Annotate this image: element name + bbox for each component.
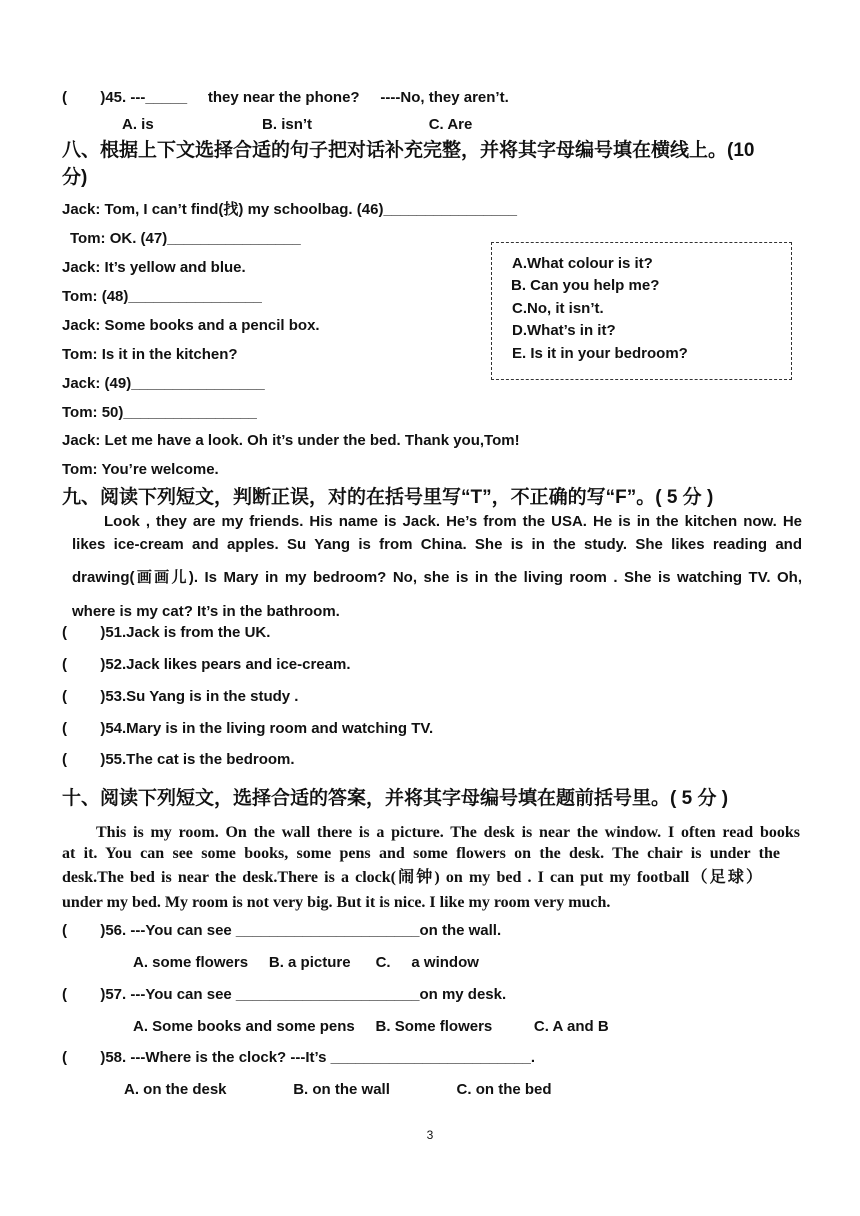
dialogue-line-9: Jack: Let me have a look. Oh it’s under the bed. Thank you,Tom! (62, 432, 520, 449)
section10-passage-line-1: This is my room. On the wall there is a picture. The desk is near the window. I often read books (96, 824, 800, 841)
section9-heading: 九、阅读下列短文，判断正误，对的在括号里写“T”，不正确的写“F”。( 5 分 ) (62, 487, 714, 508)
q55: ( )55.The cat is the bedroom. (62, 751, 295, 768)
option-c: C.No, it isn’t. (512, 300, 604, 317)
dialogue-line-10: Tom: You’re welcome. (62, 461, 219, 478)
section8-heading: 八、根据上下文选择合适的句子把对话补充完整，并将其字母编号填在横线上。(10 (62, 140, 755, 161)
q51: ( )51.Jack is from the UK. (62, 624, 271, 641)
q53: ( )53.Su Yang is in the study . (62, 688, 299, 705)
option-a: A.What colour is it? (512, 255, 653, 272)
dialogue-line-4: Tom: (48)________________ (62, 288, 262, 305)
q52: ( )52.Jack likes pears and ice-cream. (62, 656, 351, 673)
q58: ( )58. ---Where is the clock? ---It’s ________________________. (62, 1049, 536, 1066)
dialogue-line-3: Jack: It’s yellow and blue. (62, 259, 246, 276)
q56-options: A. some flowers B. a picture C. a window (133, 954, 479, 971)
options-box (491, 242, 792, 380)
q45-options: A. is B. isn’t C. Are (122, 116, 473, 133)
dialogue-line-1: Jack: Tom, I can’t find(找) my schoolbag. (46)________________ (62, 201, 517, 218)
section9-passage-line-4: where is my cat? It’s in the bathroom. (72, 603, 340, 620)
section10-heading: 十、阅读下列短文，选择合适的答案，并将其字母编号填在题前括号里。( 5 分 ) (62, 788, 729, 809)
section8-heading-cont: 分) (62, 167, 88, 188)
option-d: D.What’s in it? (512, 322, 616, 339)
option-b: B. Can you help me? (511, 277, 660, 294)
dialogue-line-2: Tom: OK. (47)________________ (70, 230, 301, 247)
page-number: 3 (426, 1128, 434, 1142)
section9-passage-line-3: drawing(画画儿). Is Mary in my bedroom? No, she is in the living room . She is watching TV. Oh, (72, 569, 802, 586)
dialogue-line-7: Jack: (49)________________ (62, 375, 265, 392)
q54: ( )54.Mary is in the living room and watching TV. (62, 720, 434, 737)
section9-passage-line-2: likes ice-cream and apples. Su Yang is from China. She is in the study. She likes reading and (72, 536, 802, 553)
q57-options: A. Some books and some pens B. Some flowers C. A and B (133, 1018, 609, 1035)
dialogue-line-5: Jack: Some books and a pencil box. (62, 317, 320, 334)
dialogue-line-6: Tom: Is it in the kitchen? (62, 346, 238, 363)
q56: ( )56. ---You can see ______________________on the wall. (62, 922, 502, 939)
section10-passage-line-4: under my bed. My room is not very big. But it is nice. I like my room very much. (62, 894, 611, 911)
q57: ( )57. ---You can see ______________________on my desk. (62, 986, 507, 1003)
q45-question: ( )45. ---_____ they near the phone? ----No, they aren’t. (62, 89, 509, 106)
q58-options: A. on the desk B. on the wall C. on the bed (124, 1081, 552, 1098)
dialogue-line-8: Tom: 50)________________ (62, 404, 257, 421)
option-e: E. Is it in your bedroom? (512, 345, 688, 362)
section10-passage-line-3: desk.The bed is near the desk.There is a clock(闹钟) on my bed . I can put my football（足球） (62, 869, 762, 886)
section10-passage-line-2: at it. You can see some books, some pens and some flowers on the desk. The chair is under the (62, 845, 780, 862)
section9-passage-line-1: Look , they are my friends. His name is Jack. He’s from the USA. He is in the kitchen now. He (104, 513, 802, 530)
